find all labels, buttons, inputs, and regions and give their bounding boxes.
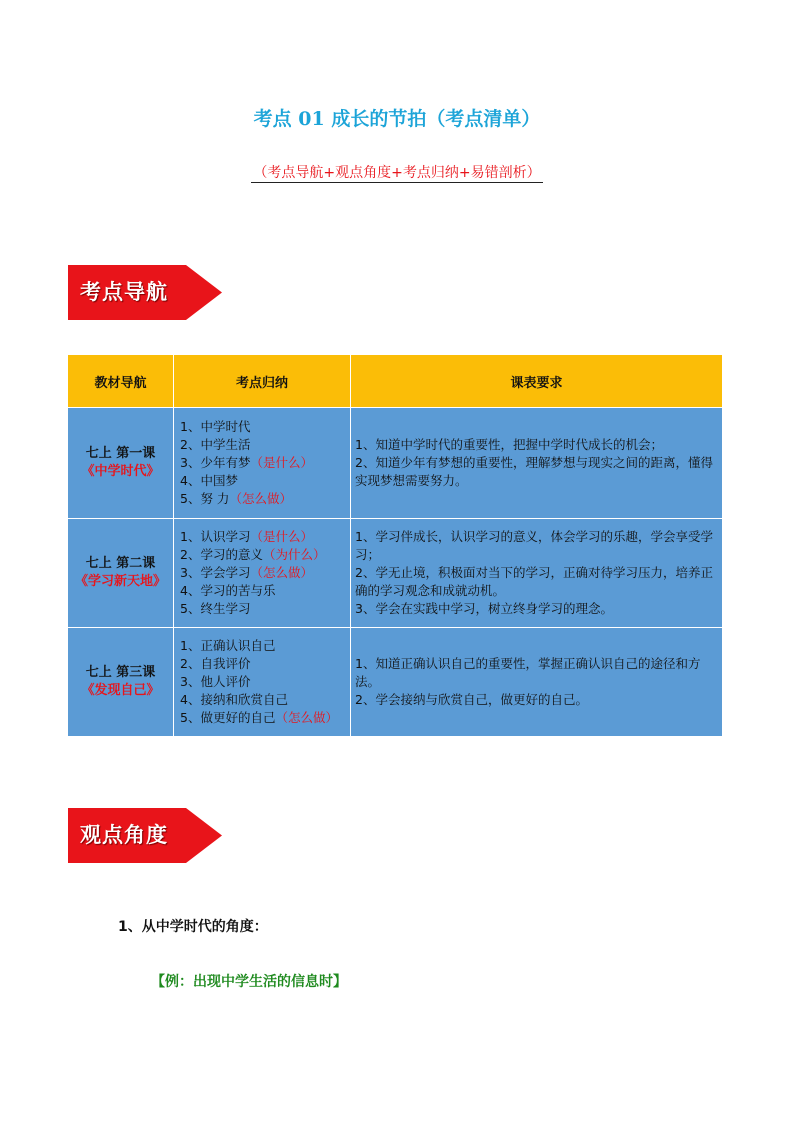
point-item: 4、学习的苦与乐 xyxy=(180,583,276,598)
requirement-item: 2、学会接纳与欣赏自己，做更好的自己。 xyxy=(355,692,588,707)
requirements-cell xyxy=(351,628,723,737)
banner-label: 考点导航 xyxy=(80,280,168,304)
point-item: 1、认识学习（是什么） xyxy=(180,529,313,544)
point-item: 2、自我评价 xyxy=(180,656,251,671)
points-cell xyxy=(174,628,351,737)
header-cell: 教材导航 xyxy=(68,355,174,408)
point-item: 1、正确认识自己 xyxy=(180,638,276,653)
header-cell: 考点归纳 xyxy=(174,355,351,408)
requirement-item: 1、知道正确认识自己的重要性，掌握正确认识自己的途径和方法。 xyxy=(355,656,701,689)
point-item: 2、中学生活 xyxy=(180,437,251,452)
example-label: 【例：出现中学生活的信息时】 xyxy=(151,974,347,990)
point-item: 2、学习的意义（为什么） xyxy=(180,547,326,562)
point-item: 3、少年有梦（是什么） xyxy=(180,455,313,470)
point-item: 5、终生学习 xyxy=(180,601,251,616)
lesson-name: 七上 第二课 xyxy=(85,556,156,571)
lesson-book: 《学习新天地》 xyxy=(74,574,166,589)
requirement-item: 1、学习伴成长，认识学习的意义，体会学习的乐趣，学会享受学习； xyxy=(355,529,713,562)
requirement-item: 3、学会在实践中学习，树立终身学习的理念。 xyxy=(355,601,613,616)
page-title: 考点 01 成长的节拍（考点清单） xyxy=(253,108,541,130)
lesson-book: 《中学时代》 xyxy=(81,464,160,479)
requirement-item: 2、知道少年有梦想的重要性，理解梦想与现实之间的距离，懂得实现梦想需要努力。 xyxy=(355,455,713,488)
lesson-book: 《发现自己》 xyxy=(81,683,160,698)
lesson-name: 七上 第一课 xyxy=(85,446,156,461)
point-item: 3、学会学习（怎么做） xyxy=(180,565,313,580)
point-item: 4、接纳和欣赏自己 xyxy=(180,692,288,707)
table-header-row xyxy=(68,355,723,408)
point-item: 5、做更好的自己（怎么做） xyxy=(180,710,338,725)
requirements-cell xyxy=(351,519,723,628)
point-item: 5、努 力（怎么做） xyxy=(180,491,292,506)
points-cell xyxy=(174,408,351,519)
syllabus-table xyxy=(67,354,723,737)
page-subtitle xyxy=(0,162,794,182)
header-cell: 课表要求 xyxy=(351,355,723,408)
requirement-item: 1、知道中学时代的重要性，把握中学时代成长的机会； xyxy=(355,437,663,452)
banner-kaodian-daohang xyxy=(68,265,222,320)
point-item: 1、中学时代 xyxy=(180,419,251,434)
table-row xyxy=(68,408,723,519)
point-item: 4、中国梦 xyxy=(180,473,238,488)
requirements-cell xyxy=(351,408,723,519)
section-heading: 1、从中学时代的角度： xyxy=(118,919,268,935)
table-row xyxy=(68,628,723,737)
point-item: 3、他人评价 xyxy=(180,674,251,689)
banner-guandian-jiaodu xyxy=(68,808,222,863)
lesson-name: 七上 第三课 xyxy=(85,665,156,680)
subtitle-text: （考点导航+观点角度+考点归纳+易错剖析） xyxy=(253,165,541,181)
table-row xyxy=(68,519,723,628)
lesson-cell xyxy=(68,408,174,519)
lesson-cell xyxy=(68,519,174,628)
lesson-cell xyxy=(68,628,174,737)
banner-label: 观点角度 xyxy=(80,823,168,847)
requirement-item: 2、学无止境，积极面对当下的学习，正确对待学习压力，培养正确的学习观念和成就动机。 xyxy=(355,565,713,598)
points-cell xyxy=(174,519,351,628)
